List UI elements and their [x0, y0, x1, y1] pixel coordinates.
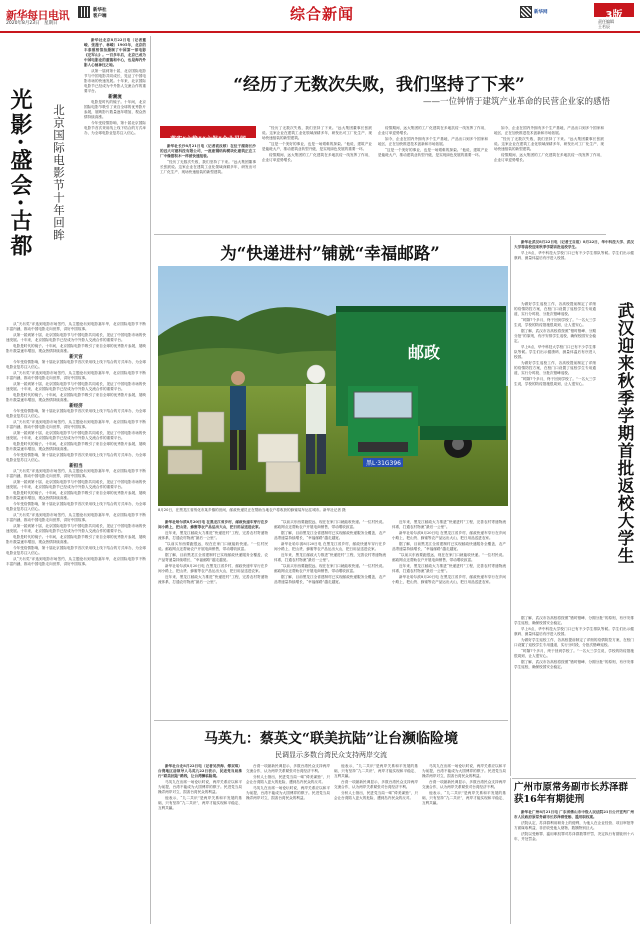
wuhan-body-3b: “时隔7个多月，终于回到学校了。”一名大三学生说，学校的防疫措施很周到，让人很安心。	[514, 377, 596, 386]
film-subtitle-vertical: 北京国际电影节十年回眸	[52, 104, 66, 242]
lead-body-3: 疫情期间，远大集团的工厂化建筑在多地抗疫一线发挥了作用，企业订单逆势增长。	[262, 153, 372, 162]
post-body-3d: “以前买东西要跑很远，现在在家门口就能收快递。”一位村民说。邮政网点还帮助农户开展电商销售，带动增收致富。	[392, 553, 506, 562]
lead-col-4	[494, 126, 604, 230]
wuhan-col-bottom	[514, 616, 634, 776]
film-body-2b: 电影是时代的镜子。十年间，北京国际电影节吸引了来自全球的优秀影片参展，展映影片数量逐年增加，观众热情持续高涨。	[6, 344, 146, 353]
wuhan-body-1: 早上8点，华中科技大学校门口已有不少学生排队等候。学生们出示健康码、测量体温后有序进入校园。	[514, 251, 634, 260]
post-col-3	[392, 520, 506, 716]
film-body-4f: 从“天坛奖”评选到电影市场签约，从主题论坛到电影嘉年华，北京国际电影节不断丰富内涵，推动中国电影走向世界，讲好中国故事。	[6, 557, 146, 566]
guangzhou-body-1: 法院认定，苏泽群利用职务上的便利，为他人在企业经营、项目审批等方面谋取利益，非法收受他人财物，数额特别巨大。	[514, 821, 634, 830]
lead-col-1	[160, 144, 256, 230]
column-divider-left	[150, 36, 151, 924]
lead-tag: 落实“六稳”“六保”企业见闻	[170, 136, 246, 143]
wuhan-body-2c: 为做好学生返校工作，各高校提前制定了详细的疫情防控方案，在校门口设置了返校学生专用通道，实行分时段、分批次错峰返校。	[514, 638, 634, 647]
taiwan-body-4: 分析人士指出，民进党当局一味“倚美谋独”，只会让台湾陷入更大的危险，遭到岛内民众的反对。	[246, 775, 330, 784]
taiwan-col-4	[422, 764, 506, 922]
lead-tag-box	[160, 126, 256, 143]
lead-body-3b: 疫情期间，远大集团的工厂化建筑在多地抗疫一线发挥了作用，企业订单逆势增长。	[378, 126, 488, 135]
film-body-4b: 从“天坛奖”评选到电影市场签约，从主题论坛到电影嘉年华，北京国际电影节不断丰富内涵，推动中国电影走向世界，讲好中国故事。	[6, 371, 146, 380]
masthead-rule	[0, 31, 640, 33]
paper-logo	[6, 4, 78, 22]
guangzhou-body-2: 法院以受贿罪、滥用职权罪对苏泽群数罪并罚，决定执行有期徒刑十六年，并处罚金。	[514, 832, 634, 841]
issue-weekday: 星期日	[44, 21, 58, 26]
post-body-3c: “以前买东西要跑很远，现在在家门口就能收快递。”一位村民说。邮政网点还帮助农户开展电商销售，带动增收致富。	[274, 564, 386, 573]
post-col-2	[274, 520, 386, 716]
wuhan-headline-vertical: 武汉迎来秋季学期首批返校大学生	[615, 302, 634, 565]
lead-body-4b: 如今，企业在国内外拥有多个生产基地，产品出口到多个国家和地区，正在加快推进技术创新和市场拓展。	[494, 126, 604, 135]
film-body-3e: 今年受疫情影响，第十届北京国际电影节首次采用线上线下结合的方式举办，为全球电影业复苏注入信心。	[6, 502, 146, 511]
wuhan-dateline: 新华社武汉8月22日电（记者王自宸）8月22日，华中科技大学、武汉大学等高校迎来秋季学期首批返校学生。	[514, 240, 634, 249]
film-body-block	[6, 322, 146, 922]
lead-subheadline: ——一位钟情于建筑产业革命的民营企业家的感悟	[422, 97, 610, 107]
wuhan-body-4b: 据了解，武汉市各高校将按照“错时错峰、分期分批”的原则，有序安排学生返校，确保校园安全稳定。	[514, 616, 634, 625]
film-body-1d: 从第一届到第十届，北京国际电影节与中国电影共同成长，见证了中国电影市场的快速发展。十年来，北京国际电影节已经成为中外影人交流合作的重要平台。	[6, 431, 146, 440]
post-body-3: “以前买东西要跑很远，现在在家门口就能收快递。”一位村民说。邮政网点还帮助农户开展电商销售，带动增收致富。	[158, 542, 268, 551]
film-body-2f: 电影是时代的镜子。十年间，北京国际电影节吸引了来自全球的优秀影片参展，展映影片数量逐年增加，观众热情持续高涨。	[6, 535, 146, 544]
wuhan-body-1b: 早上8点，华中科技大学校门口已有不少学生排队等候。学生们出示健康码、测量体温后有序进入校园。	[514, 345, 596, 359]
post-photo-svg	[158, 266, 508, 506]
issue-date: 2020年8月23日	[6, 21, 40, 26]
editor-name: 王若辰	[598, 24, 610, 29]
post-body-2: 近年来，黑龙江邮政大力推进“快递进村”工程，完善农村寄递物流体系，打通农村物流“最后一公里”。	[158, 531, 268, 540]
film-body-1f: 从第一届到第十届，北京国际电影节与中国电影共同成长，见证了中国电影市场的快速发展。十年来，北京国际电影节已经成为中外影人交流合作的重要平台。	[6, 524, 146, 533]
wuhan-body-4: 据了解，武汉市各高校将按照“错时错峰、分期分批”的原则，有序安排学生返校，确保校园安全稳定。	[514, 329, 596, 343]
divider-lead-post	[154, 234, 606, 235]
post-body-2b: 近年来，黑龙江邮政大力推进“快递进村”工程，完善农村寄递物流体系，打通农村物流“最后一公里”。	[158, 575, 268, 584]
section-title: 综合新闻	[289, 5, 354, 23]
taiwan-body-2: 他表示，“九二共识”是两岸关系和平发展的基础，只有坚持“九二共识”，两岸才能实现和平稳定、互利共赢。	[158, 796, 242, 810]
taiwan-subheadline: 民调显示多数台湾民众支持两岸交流	[275, 751, 387, 759]
taiwan-body-3: 台湾一项最新民调显示，多数台湾民众支持两岸交流合作，认为两岸关系紧张对台湾经济不利。	[246, 764, 330, 773]
client-label-1: 新华社	[93, 8, 107, 13]
post-col-1	[158, 520, 268, 716]
film-section-3: 新经济	[69, 404, 83, 409]
divider-post-taiwan	[154, 720, 508, 721]
taiwan-col-1	[158, 764, 242, 922]
post-body-2c: 近年来，黑龙江邮政大力推进“快递进村”工程，完善农村寄递物流体系，打通农村物流“最后一公里”。	[274, 553, 386, 562]
film-section-1: 新潮流	[108, 95, 122, 100]
post-body-3b: “以前买东西要跑很远，现在在家门口就能收快递。”一位村民说。邮政网点还帮助农户开展电商销售，带动增收致富。	[274, 520, 386, 529]
lead-dateline: 新华社长沙8月21日电（记者袁汝婷）在位于湖南长沙的远大可建科技有限公司，一座座钢结构模块化建筑正在工厂中像搭积木一样被快速组装。	[160, 144, 256, 158]
film-body-1e: 从第一届到第十届，北京国际电影节与中国电影共同成长，见证了中国电影市场的快速发展。十年来，北京国际电影节已经成为中外影人交流合作的重要平台。	[6, 480, 146, 489]
editor-label: 责任编辑	[598, 19, 614, 24]
film-body-3: 今年受疫情影响，第十届北京国际电影节首次采用线上线下结合的方式举办，为全球电影业复苏注入信心。	[84, 121, 146, 135]
lead-col-3	[378, 126, 488, 230]
guangzhou-body	[514, 810, 634, 922]
film-body-3b: 今年受疫情影响，第十届北京国际电影节首次采用线上线下结合的方式举办，为全球电影业复苏注入信心。	[6, 360, 146, 369]
film-section-2: 新天宫	[69, 355, 83, 360]
post-body-1b: 新华社哈尔滨8月20日电 在黑龙江省乡村，邮政快递车穿行在乡间小路上，把山货、蜂蜜等农产品运出大山，把日用品送进农家。	[158, 564, 268, 573]
taiwan-headline: 马英九：蔡英文“联美抗陆”让台濒临险境	[203, 731, 459, 747]
page-number-badge	[594, 3, 634, 21]
film-lead-column	[84, 38, 146, 316]
column-divider-right	[510, 236, 511, 776]
taiwan-col-2	[246, 764, 330, 922]
lead-body-4: 如今，企业在国内外拥有多个生产基地，产品出口到多个国家和地区，正在加快推进技术创新和市场拓展。	[378, 137, 488, 146]
film-body-3d: 今年受疫情影响，第十届北京国际电影节首次采用线上线下结合的方式举办，为全球电影业复苏注入信心。	[6, 453, 146, 462]
lead-body-3c: 疫情期间，远大集团的工厂化建筑在多地抗疫一线发挥了作用，企业订单逆势增长。	[494, 153, 604, 162]
xinhua-label: 新华网	[534, 10, 548, 15]
film-body-2d: 电影是时代的镜子。十年间，北京国际电影节吸引了来自全球的优秀影片参展，展映影片数量逐年增加，观众热情持续高涨。	[6, 442, 146, 451]
lead-col-2	[262, 126, 372, 230]
taiwan-body-2b: 他表示，“九二共识”是两岸关系和平发展的基础，只有坚持“九二共识”，两岸才能实现和平稳定、互利共赢。	[334, 764, 418, 778]
post-photo-caption: 8月20日，在黑龙江省绥化市某乡镇的田间，邮政快递员正在帮助当地农户将收获的蜂蜜装车运往城市。新华社记者 摄	[158, 508, 346, 512]
film-body-4e: 从“天坛奖”评选到电影市场签约，从主题论坛到电影嘉年华，北京国际电影节不断丰富内涵，推动中国电影走向世界，讲好中国故事。	[6, 513, 146, 522]
wuhan-col-side	[514, 302, 596, 614]
guangzhou-dateline: 新华社广州8月21日电 广东省佛山市中级人民法院21日公开宣判广州市人民政府原常务副市长苏泽群受贿、滥用职权案。	[514, 810, 634, 819]
film-body-1: 从第一届到第十届，北京国际电影节与中国电影共同成长，见证了中国电影市场的快速发展。十年来，北京国际电影节已经成为中外影人交流合作的重要平台。	[84, 69, 146, 93]
film-body-4: 从“天坛奖”评选到电影市场签约，从主题论坛到电影嘉年华，北京国际电影节不断丰富内涵，推动中国电影走向世界，讲好中国故事。	[6, 322, 146, 331]
wuhan-col-intro	[514, 240, 634, 300]
lead-body-2b: “这是一个美好的事业，也是一场艰难的探索。”他说，建筑产业是能耗大户，推动建筑业转型升级，是实现绿色发展的重要一环。	[378, 148, 488, 157]
post-body-2e: 近年来，黑龙江邮政大力推进“快递进村”工程，完善农村寄递物流体系，打通农村物流“最后一公里”。	[392, 564, 506, 573]
post-body-4c: 据了解，目前黑龙江全省建制村已实现邮政快递服务全覆盖，农产品寄递量持续增长，“幸福邮路”越走越宽。	[274, 575, 386, 584]
film-title-vertical: 光影·盛会·古都	[7, 88, 33, 260]
post-headline: 为“快递进村”铺就“幸福邮路”	[220, 244, 440, 263]
film-body-4c: 从“天坛奖”评选到电影市场签约，从主题论坛到电影嘉年华，北京国际电影节不断丰富内涵，推动中国电影走向世界，讲好中国故事。	[6, 420, 146, 429]
guangzhou-headline: 广州市原常务副市长苏泽群获16年有期徒刑	[514, 782, 629, 805]
xinhua-qr-icon	[520, 6, 532, 18]
film-body-3f: 今年受疫情影响，第十届北京国际电影节首次采用线上线下结合的方式举办，为全球电影业复苏注入信心。	[6, 546, 146, 555]
film-dateline: 新华社北京8月22日电（记者董峻、张漫子、林嵘）1905年，北京的丰泰照相馆拍摄制了中国第一部电影《定军山》。一百多年后，北京已成为中国电影业的重镇和中心，也是海内外影人心驰神往之地。	[84, 38, 146, 67]
page-number: 3版	[605, 10, 623, 21]
column-divider-bottom-right	[510, 778, 511, 924]
post-body-2d: 近年来，黑龙江邮政大力推进“快递进村”工程，完善农村寄递物流体系，打通农村物流“最后一公里”。	[392, 520, 506, 529]
wuhan-body-3c: “时隔7个多月，终于回到学校了。”一名大三学生说，学校的防疫措施很周到，让人很安心。	[514, 649, 634, 658]
wuhan-body-2: 为做好学生返校工作，各高校提前制定了详细的疫情防控方案，在校门口设置了返校学生专用通道，实行分时段、分批次错峰返校。	[514, 302, 596, 316]
film-body-1c: 从第一届到第十届，北京国际电影节与中国电影共同成长，见证了中国电影市场的快速发展。十年来，北京国际电影节已经成为中外影人交流合作的重要平台。	[6, 382, 146, 391]
client-label-2: 客户端	[93, 14, 107, 19]
lead-body-1: “经历了无数次失败，我们坚持了下来。”远大集团董事长张跃说。这家企业在建筑工业化领域深耕多年，研发出可工厂化生产、现场快速组装的新型建筑。	[160, 160, 256, 174]
post-body-1: 新华社哈尔滨8月20日电 在黑龙江省乡村，邮政快递车穿行在乡间小路上，把山货、蜂蜜等农产品运出大山，把日用品送进农家。	[158, 520, 268, 529]
taiwan-body-4b: 分析人士指出，民进党当局一味“倚美谋独”，只会让台湾陷入更大的危险，遭到岛内民众的反对。	[334, 791, 418, 800]
divider-wuhan-guangzhou	[512, 778, 636, 779]
license-plate-text: 黑L·31G396	[366, 460, 401, 467]
post-body-4: 据了解，目前黑龙江全省建制村已实现邮政快递服务全覆盖，农产品寄递量持续增长，“幸福邮路”越走越宽。	[158, 553, 268, 562]
film-body-3c: 今年受疫情影响，第十届北京国际电影节首次采用线上线下结合的方式举办，为全球电影业复苏注入信心。	[6, 409, 146, 418]
film-body-2: 电影是时代的镜子。十年间，北京国际电影节吸引了来自全球的优秀影片参展，展映影片数量逐年增加，观众热情持续高涨。	[84, 100, 146, 119]
post-body-4b: 据了解，目前黑龙江全省建制村已实现邮政快递服务全覆盖，农产品寄递量持续增长，“幸福邮路”越走越宽。	[274, 531, 386, 540]
lead-headline: “经历了无数次失败，我们坚持了下来”	[233, 75, 525, 95]
taiwan-body-3b: 台湾一项最新民调显示，多数台湾民众支持两岸交流合作，认为两岸关系紧张对台湾经济不利。	[334, 780, 418, 789]
wuhan-body-1c: 早上8点，华中科技大学校门口已有不少学生排队等候。学生们出示健康码、测量体温后有序进入校园。	[514, 627, 634, 636]
taiwan-body-1c: 马英九在出席一场论坛时说，两岸关系应以和平为前提，台湾不能成为大国博弈的棋子。民进党当局操弄两岸对立，损害台湾民众的利益。	[422, 764, 506, 778]
post-body-1c: 新华社哈尔滨8月20日电 在黑龙江省乡村，邮政快递车穿行在乡间小路上，把山货、蜂蜜等农产品运出大山，把日用品送进农家。	[274, 542, 386, 551]
film-body-2e: 电影是时代的镜子。十年间，北京国际电影节吸引了来自全球的优秀影片参展，展映影片数量逐年增加，观众热情持续高涨。	[6, 491, 146, 500]
lead-body-1c: “经历了无数次失败，我们坚持了下来。”远大集团董事长张跃说。这家企业在建筑工业化领域深耕多年，研发出可工厂化生产、现场快速组装的新型建筑。	[494, 137, 604, 151]
taiwan-body-3c: 台湾一项最新民调显示，多数台湾民众支持两岸交流合作，认为两岸关系紧张对台湾经济不利。	[422, 780, 506, 789]
taiwan-col-3	[334, 764, 418, 922]
film-body-4d: 从“天坛奖”评选到电影市场签约，从主题论坛到电影嘉年华，北京国际电影节不断丰富内涵，推动中国电影走向世界，讲好中国故事。	[6, 469, 146, 478]
taiwan-body-1b: 马英九在出席一场论坛时说，两岸关系应以和平为前提，台湾不能成为大国博弈的棋子。民进党当局操弄两岸对立，损害台湾民众的利益。	[246, 786, 330, 800]
taiwan-dateline: 新华社台北8月22日电（记者吴济海、傅双琪）台湾地区前领导人马英九22日表示，民进党当局推行“联美抗陆”路线，让台湾濒临险境。	[158, 764, 242, 778]
lead-body-2: “这是一个美好的事业，也是一场艰难的探索。”他说，建筑产业是能耗大户，推动建筑业转型升级，是实现绿色发展的重要一环。	[262, 142, 372, 151]
film-body-1b: 从第一届到第十届，北京国际电影节与中国电影共同成长，见证了中国电影市场的快速发展。十年来，北京国际电影节已经成为中外影人交流合作的重要平台。	[6, 333, 146, 342]
wuhan-body-2b: 为做好学生返校工作，各高校提前制定了详细的疫情防控方案，在校门口设置了返校学生专用通道，实行分时段、分批次错峰返校。	[514, 361, 596, 375]
taiwan-body-1: 马英九在出席一场论坛时说，两岸关系应以和平为前提，台湾不能成为大国博弈的棋子。民进党当局操弄两岸对立，损害台湾民众的利益。	[158, 780, 242, 794]
qr-code-icon	[78, 6, 90, 18]
taiwan-body-2c: 他表示，“九二共识”是两岸关系和平发展的基础，只有坚持“九二共识”，两岸才能实现和平稳定、互利共赢。	[422, 791, 506, 805]
lead-body-1b: “经历了无数次失败，我们坚持了下来。”远大集团董事长张跃说。这家企业在建筑工业化领域深耕多年，研发出可工厂化生产、现场快速组装的新型建筑。	[262, 126, 372, 140]
film-body-2c: 电影是时代的镜子。十年间，北京国际电影节吸引了来自全球的优秀影片参展，展映影片数量逐年增加，观众热情持续高涨。	[6, 393, 146, 402]
post-body-4d: 据了解，目前黑龙江全省建制村已实现邮政快递服务全覆盖，农产品寄递量持续增长，“幸福邮路”越走越宽。	[392, 542, 506, 551]
wuhan-body-3: “时隔7个多月，终于回到学校了。”一名大三学生说，学校的防疫措施很周到，让人很安心。	[514, 318, 596, 327]
film-section-4: 新担当	[69, 464, 83, 469]
post-body-1e: 新华社哈尔滨8月20日电 在黑龙江省乡村，邮政快递车穿行在乡间小路上，把山货、蜂蜜等农产品运出大山，把日用品送进农家。	[392, 575, 506, 584]
paper-name: 新华每日电讯	[6, 9, 69, 22]
post-photo	[158, 266, 508, 506]
wuhan-body-4c: 据了解，武汉市各高校将按照“错时错峰、分期分批”的原则，有序安排学生返校，确保校园安全稳定。	[514, 660, 634, 669]
post-body-1d: 新华社哈尔滨8月20日电 在黑龙江省乡村，邮政快递车穿行在乡间小路上，把山货、蜂蜜等农产品运出大山，把日用品送进农家。	[392, 531, 506, 540]
truck-text: 邮政	[408, 343, 441, 362]
